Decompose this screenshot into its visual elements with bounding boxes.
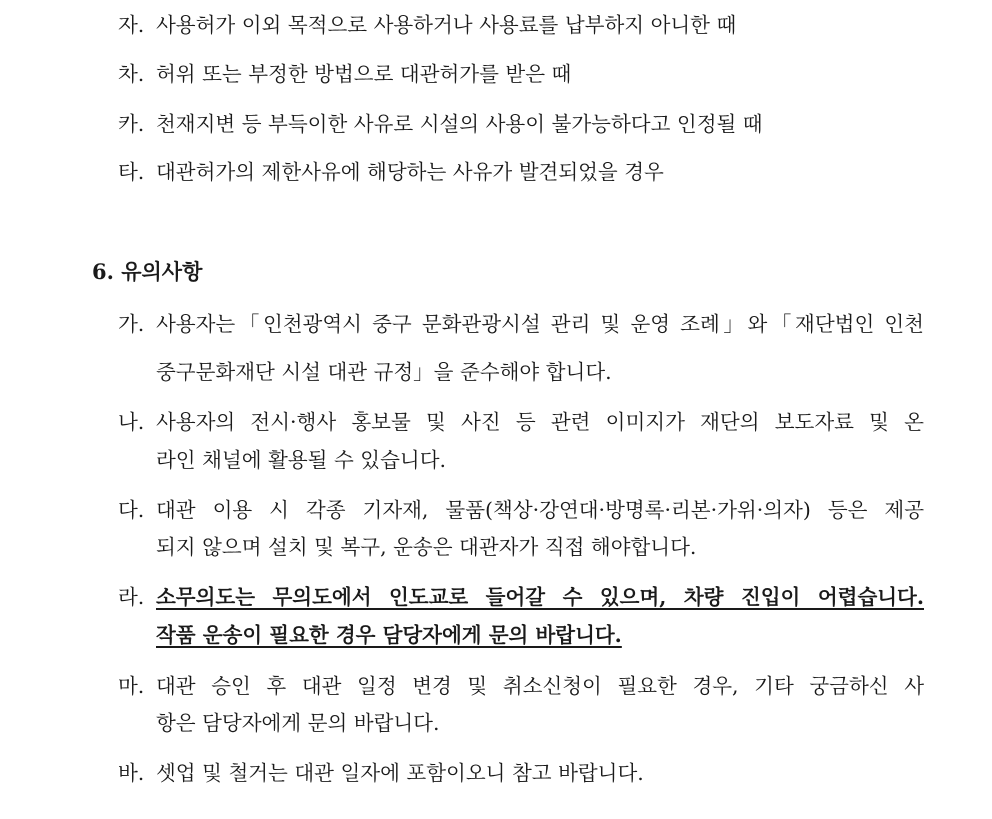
list-item-ja bbox=[118, 12, 924, 38]
list-item-text: 천재지변 등 부득이한 사유로 시설의 사용이 불가능하다고 인정될 때 bbox=[156, 112, 763, 136]
notice-item-ra bbox=[118, 584, 924, 610]
notice-item-da bbox=[118, 497, 924, 523]
notice-text-line1: 사용자는「인천광역시 중구 문화관광시설 관리 및 운영 조례」와「재단법인 인천 bbox=[156, 312, 924, 336]
notice-text-line1: 사용자의 전시·행사 홍보물 및 사진 등 관련 이미지가 재단의 보도자료 및 온 bbox=[156, 410, 924, 434]
notice-item-ma bbox=[118, 673, 924, 699]
section-heading: 6. 유의사항 bbox=[92, 259, 203, 284]
list-marker: 카. bbox=[118, 112, 145, 136]
notice-item-ba bbox=[118, 760, 924, 786]
notice-text-line2: 되지 않으며 설치 및 복구, 운송은 대관자가 직접 해야합니다. bbox=[156, 535, 697, 559]
list-item-text: 대관허가의 제한사유에 해당하는 사유가 발견되었을 경우 bbox=[156, 160, 664, 184]
list-item-text: 사용허가 이외 목적으로 사용하거나 사용료를 납부하지 아니한 때 bbox=[156, 13, 737, 37]
list-item-ka bbox=[118, 111, 924, 137]
notice-item-ga bbox=[118, 311, 924, 337]
list-item-text: 허위 또는 부정한 방법으로 대관허가를 받은 때 bbox=[156, 62, 572, 86]
notice-text-line2-emphasis: 작품 운송이 필요한 경우 담당자에게 문의 바랍니다. bbox=[156, 623, 622, 647]
notice-text-line2: 중구문화재단 시설 대관 규정」을 준수해야 합니다. bbox=[156, 360, 612, 384]
list-marker: 차. bbox=[118, 62, 145, 86]
notice-text-line1: 셋업 및 철거는 대관 일자에 포함이오니 참고 바랍니다. bbox=[156, 761, 644, 785]
list-marker: 자. bbox=[118, 13, 145, 37]
notice-text-line2: 항은 담당자에게 문의 바랍니다. bbox=[156, 711, 440, 735]
notice-text-line2: 라인 채널에 활용될 수 있습니다. bbox=[156, 448, 447, 472]
list-marker: 다. bbox=[118, 498, 145, 522]
notice-item-na bbox=[118, 409, 924, 435]
notice-text-line1: 대관 이용 시 각종 기자재, 물품(책상·강연대·방명록·리본·가위·의자) 등은 제공 bbox=[156, 498, 924, 522]
list-marker: 라. bbox=[118, 585, 145, 609]
notice-text-line1: 대관 승인 후 대관 일정 변경 및 취소신청이 필요한 경우, 기타 궁금하신 사 bbox=[156, 674, 924, 698]
list-marker: 타. bbox=[118, 160, 145, 184]
notice-text-line1-emphasis: 소무의도는 무의도에서 인도교로 들어갈 수 있으며, 차량 진입이 어렵습니다. bbox=[156, 585, 924, 609]
list-marker: 나. bbox=[118, 410, 145, 434]
list-marker: 마. bbox=[118, 674, 145, 698]
list-marker: 가. bbox=[118, 312, 145, 336]
list-item-cha bbox=[118, 61, 924, 87]
list-marker: 바. bbox=[118, 761, 145, 785]
list-item-ta bbox=[118, 159, 924, 185]
